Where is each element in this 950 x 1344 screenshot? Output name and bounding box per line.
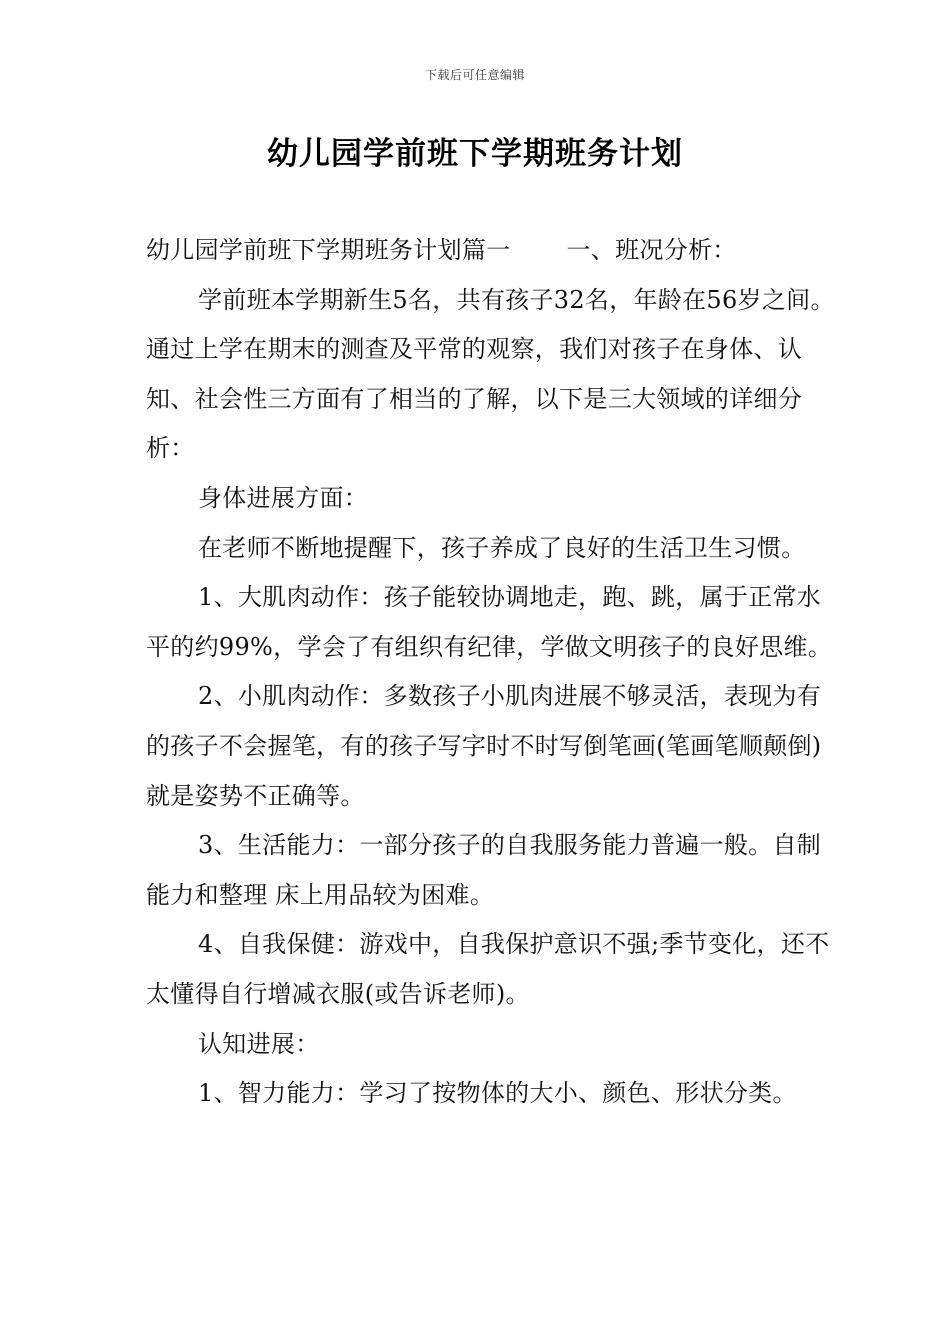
paragraph-self-care: 4、自我保健：游戏中，自我保护意识不强;季节变化，还不太懂得自行增减衣服(或告诉老师)。 bbox=[146, 930, 830, 1008]
paragraph-class-overview: 学前班本学期新生5名，共有孩子32名，年龄在56岁之间。通过上学在期末的测查及平常的观察，我们对孩子在身体、认知、社会性三方面有了相当的了解，以下是三大领域的详细分析： bbox=[146, 285, 835, 463]
paragraph-habits: 在老师不断地提醒下，孩子养成了良好的生活卫生习惯。 bbox=[198, 533, 806, 562]
paragraph-intelligence: 1、智力能力：学习了按物体的大小、颜色、形状分类。 bbox=[198, 1079, 797, 1108]
paragraph-physical-heading: 身体进展方面： bbox=[198, 483, 369, 512]
paragraph-cognitive-heading: 认知进展： bbox=[198, 1029, 320, 1058]
paragraph-gross-motor: 1、大肌肉动作：孩子能较协调地走，跑、跳，属于正常水平的约99%，学会了有组织有纪律，学做文明孩子的良好思维。 bbox=[146, 583, 833, 661]
intro-line bbox=[146, 226, 836, 276]
document-title: 幼儿园学前班下学期班务计划 bbox=[267, 136, 683, 172]
header-note: 下载后可任意编辑 bbox=[424, 68, 525, 82]
intro-subtitle: 幼儿园学前班下学期班务计划篇一 bbox=[146, 236, 511, 264]
section-heading: 一、班况分析： bbox=[566, 236, 737, 264]
paragraph-fine-motor: 2、小肌肉动作：多数孩子小肌肉进展不够灵活，表现为有的孩子不会握笔，有的孩子写字时不时写倒笔画(笔画笔顺颠倒)就是姿势不正确等。 bbox=[146, 682, 822, 810]
paragraph-life-skills: 3、生活能力：一部分孩子的自我服务能力普遍一般。自制能力和整理 床上用品较为困难。 bbox=[146, 831, 822, 909]
document-body bbox=[146, 226, 836, 1119]
